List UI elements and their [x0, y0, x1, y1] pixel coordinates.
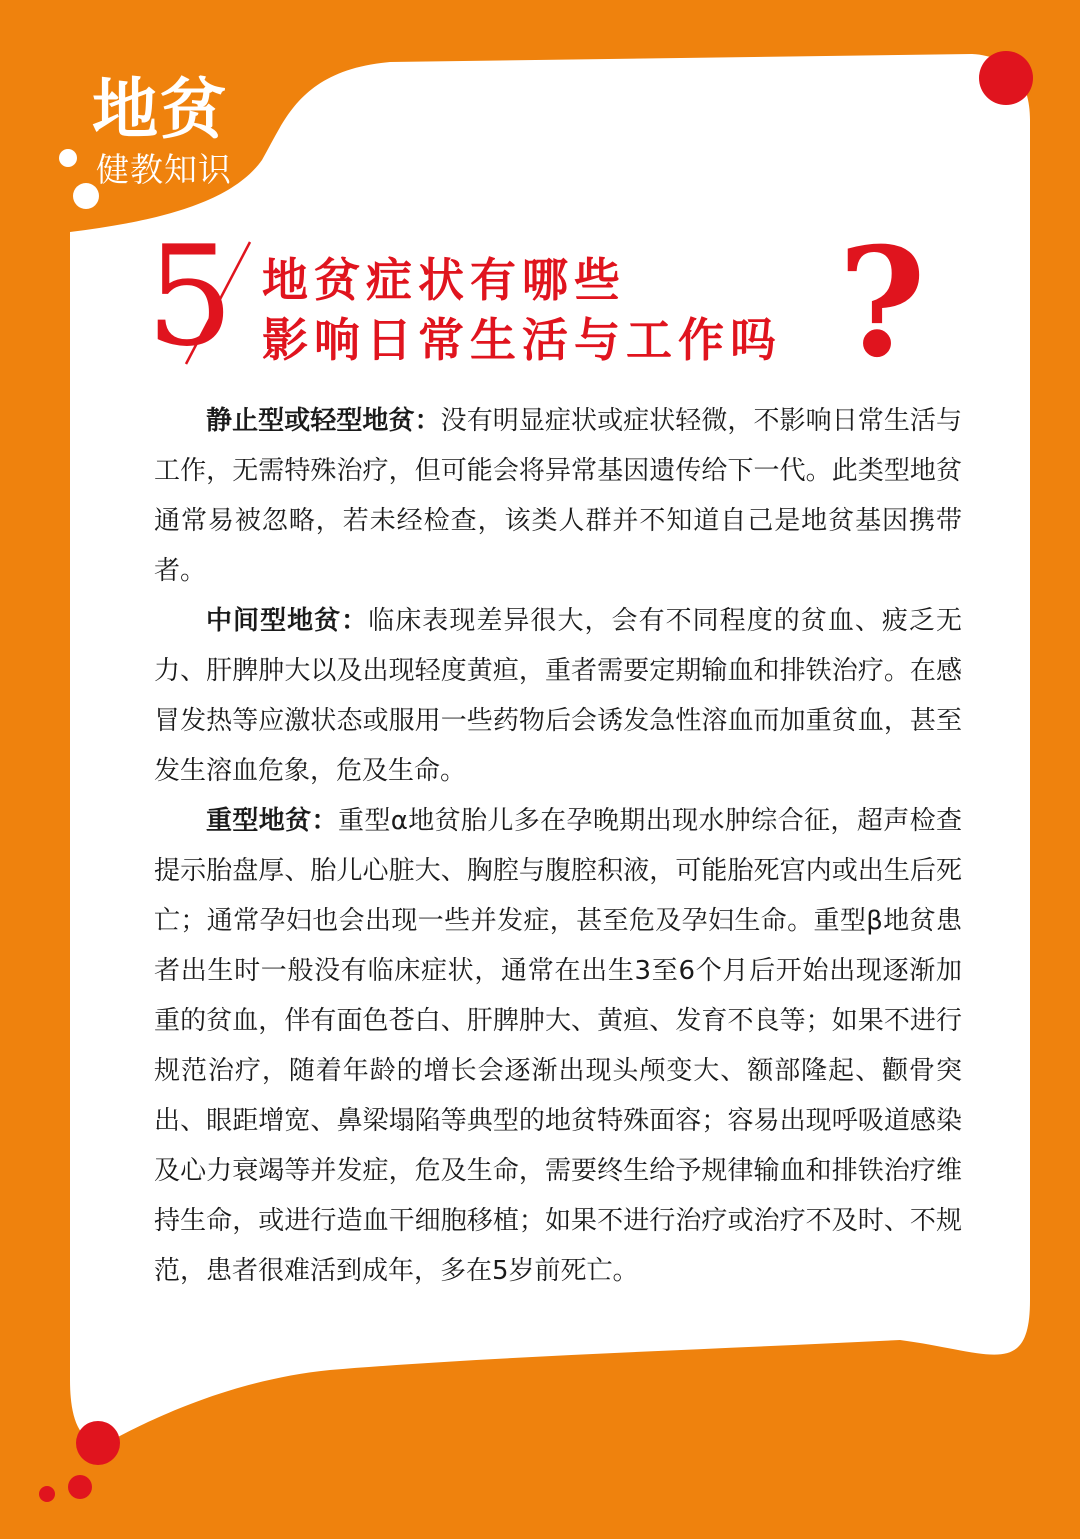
red-dot-top-right [979, 51, 1033, 105]
paragraph-intermediate [154, 596, 962, 796]
paragraph-term: 静止型或轻型地贫： [206, 406, 441, 436]
paragraph-severe [154, 796, 962, 1296]
section-number: 5 [146, 216, 234, 377]
red-dot-bottom-small [39, 1486, 55, 1502]
heading-line-2: 影响日常生活与工作吗 [262, 313, 782, 367]
red-dot-bottom-medium [68, 1475, 92, 1499]
brand-subtitle: 健教知识 [96, 150, 232, 189]
heading-line-1: 地贫症状有哪些 [262, 253, 626, 307]
paragraph-text: 临床表现差异很大，会有不同程度的贫血、疲乏无力、肝脾肿大以及出现轻度黄疸，重者需要定期输血和排铁治疗。在感冒发热等应激状态或服用一些药物后会诱发急性溶血而加重贫血，甚至发生溶血危象，危及生命。 [154, 606, 962, 786]
paragraph-text: 没有明显症状或症状轻微，不影响日常生活与工作，无需特殊治疗，但可能会将异常基因遗传给下一代。此类型地贫通常易被忽略，若未经检查，该类人群并不知道自己是地贫基因携带者。 [154, 406, 962, 586]
question-mark-icon: ? [838, 215, 926, 391]
white-dot-small [59, 149, 77, 167]
paragraph-text: 重型α地贫胎儿多在孕晚期出现水肿综合征，超声检查提示胎盘厚、胎儿心脏大、胸腔与腹腔积液，可能胎死宫内或出生后死亡；通常孕妇也会出现一些并发症，甚至危及孕妇生命。重型β地贫患者出生时一般没有临床症状，通常在出生3至6个月后开始出现逐渐加重的贫血，伴有面色苍白、肝脾肿大、黄疸、发育不良等；如果不进行规范治疗，随着年龄的增长会逐渐出现头颅变大、额部隆起、颧骨突出、眼距增宽、鼻梁塌陷等典型的地贫特殊面容；容易出现呼吸道感染及心力衰竭等并发症，危及生命，需要终生给予规律输血和排铁治疗维持生命，或进行造血干细胞移植；如果不进行治疗或治疗不及时、不规范，患者很难活到成年，多在5岁前死亡。 [154, 806, 962, 1286]
paragraph-term: 中间型地贫： [206, 606, 369, 636]
red-dot-bottom-large [76, 1421, 120, 1465]
title-slash-divider [178, 238, 258, 368]
paragraph-term: 重型地贫： [206, 806, 338, 836]
brand-title: 地贫 [92, 71, 228, 148]
article-body [154, 396, 962, 1296]
paragraph-mild [154, 396, 962, 596]
